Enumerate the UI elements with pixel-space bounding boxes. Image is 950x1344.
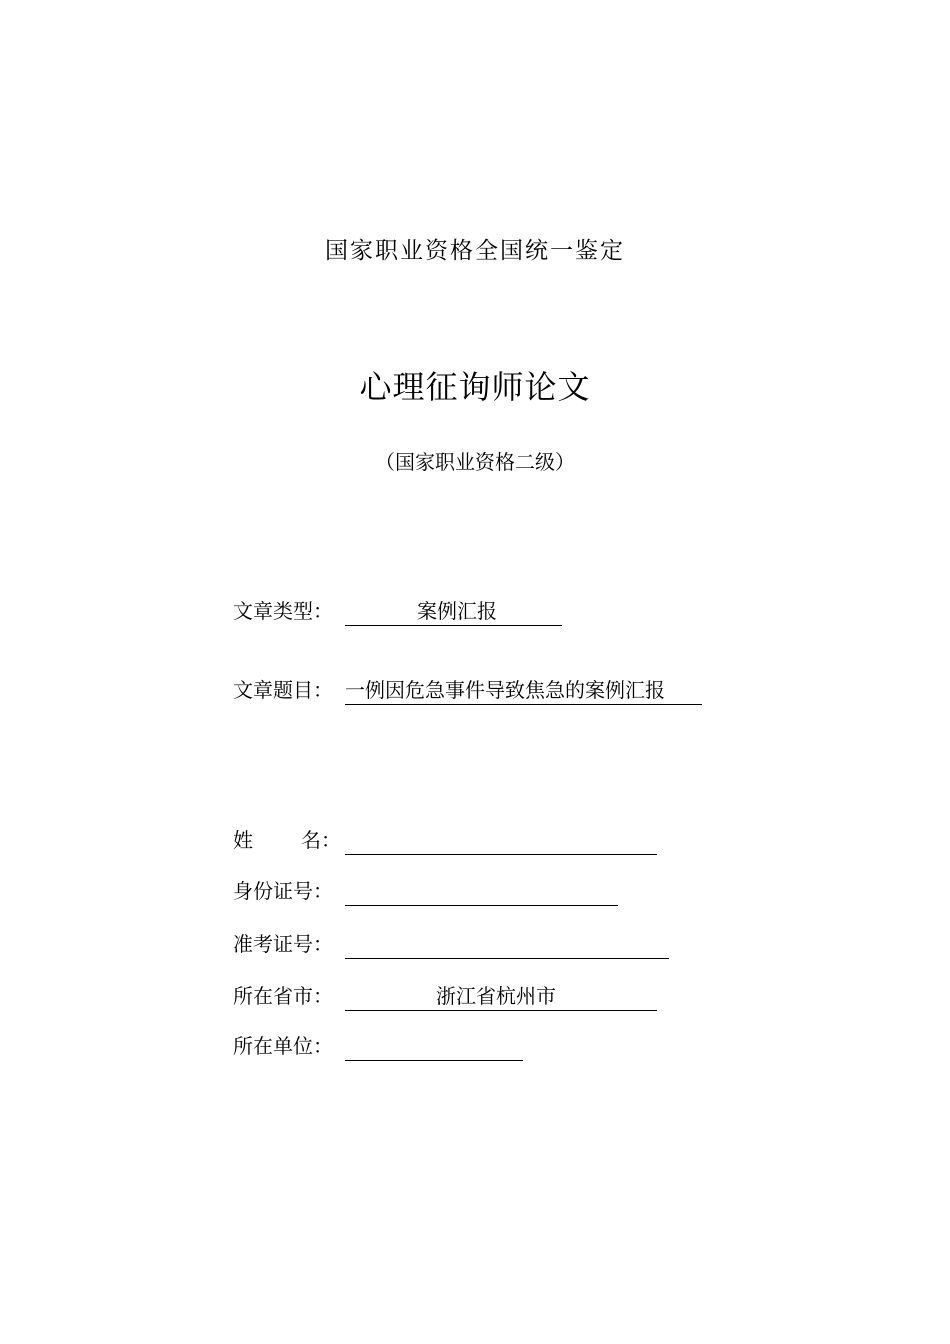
id-number-underline bbox=[345, 876, 618, 906]
colon: ： bbox=[313, 678, 333, 702]
exam-number-label: 准考证号 bbox=[233, 932, 313, 956]
id-number-field bbox=[233, 876, 633, 906]
colon: ： bbox=[313, 599, 333, 623]
id-number-label: 身份证号 bbox=[233, 879, 313, 903]
province-city-field bbox=[233, 981, 663, 1011]
province-city-value: 浙江省杭州市 bbox=[436, 984, 556, 1008]
colon: ： bbox=[321, 828, 341, 852]
province-city-label: 所在省市 bbox=[233, 984, 313, 1008]
document-title: 心理征询师论文 bbox=[359, 368, 591, 406]
qualification-level: （国家职业资格二级） bbox=[375, 450, 575, 474]
article-topic-label: 文章题目 bbox=[233, 678, 313, 702]
exam-number-underline bbox=[345, 929, 669, 959]
article-topic-field bbox=[233, 675, 713, 705]
certification-header: 国家职业资格全国统一鉴定 bbox=[325, 238, 625, 264]
colon: ： bbox=[313, 879, 333, 903]
article-topic-value: 一例因危急事件导致焦急的案例汇报 bbox=[345, 678, 665, 702]
province-city-underline bbox=[345, 981, 657, 1011]
article-type-underline bbox=[345, 596, 562, 626]
article-type-field bbox=[233, 596, 633, 626]
name-field bbox=[233, 825, 663, 855]
exam-number-field bbox=[233, 929, 673, 959]
name-label-second: 名 bbox=[301, 828, 321, 852]
work-unit-label: 所在单位 bbox=[233, 1034, 313, 1058]
article-type-label: 文章类型 bbox=[233, 599, 313, 623]
colon: ： bbox=[313, 932, 333, 956]
name-underline bbox=[345, 825, 657, 855]
work-unit-field bbox=[233, 1031, 533, 1061]
name-label-first: 姓 bbox=[233, 828, 253, 852]
article-type-value: 案例汇报 bbox=[417, 599, 497, 623]
colon: ： bbox=[313, 984, 333, 1008]
work-unit-underline bbox=[345, 1031, 523, 1061]
article-topic-underline bbox=[345, 675, 702, 705]
colon: ： bbox=[313, 1034, 333, 1058]
